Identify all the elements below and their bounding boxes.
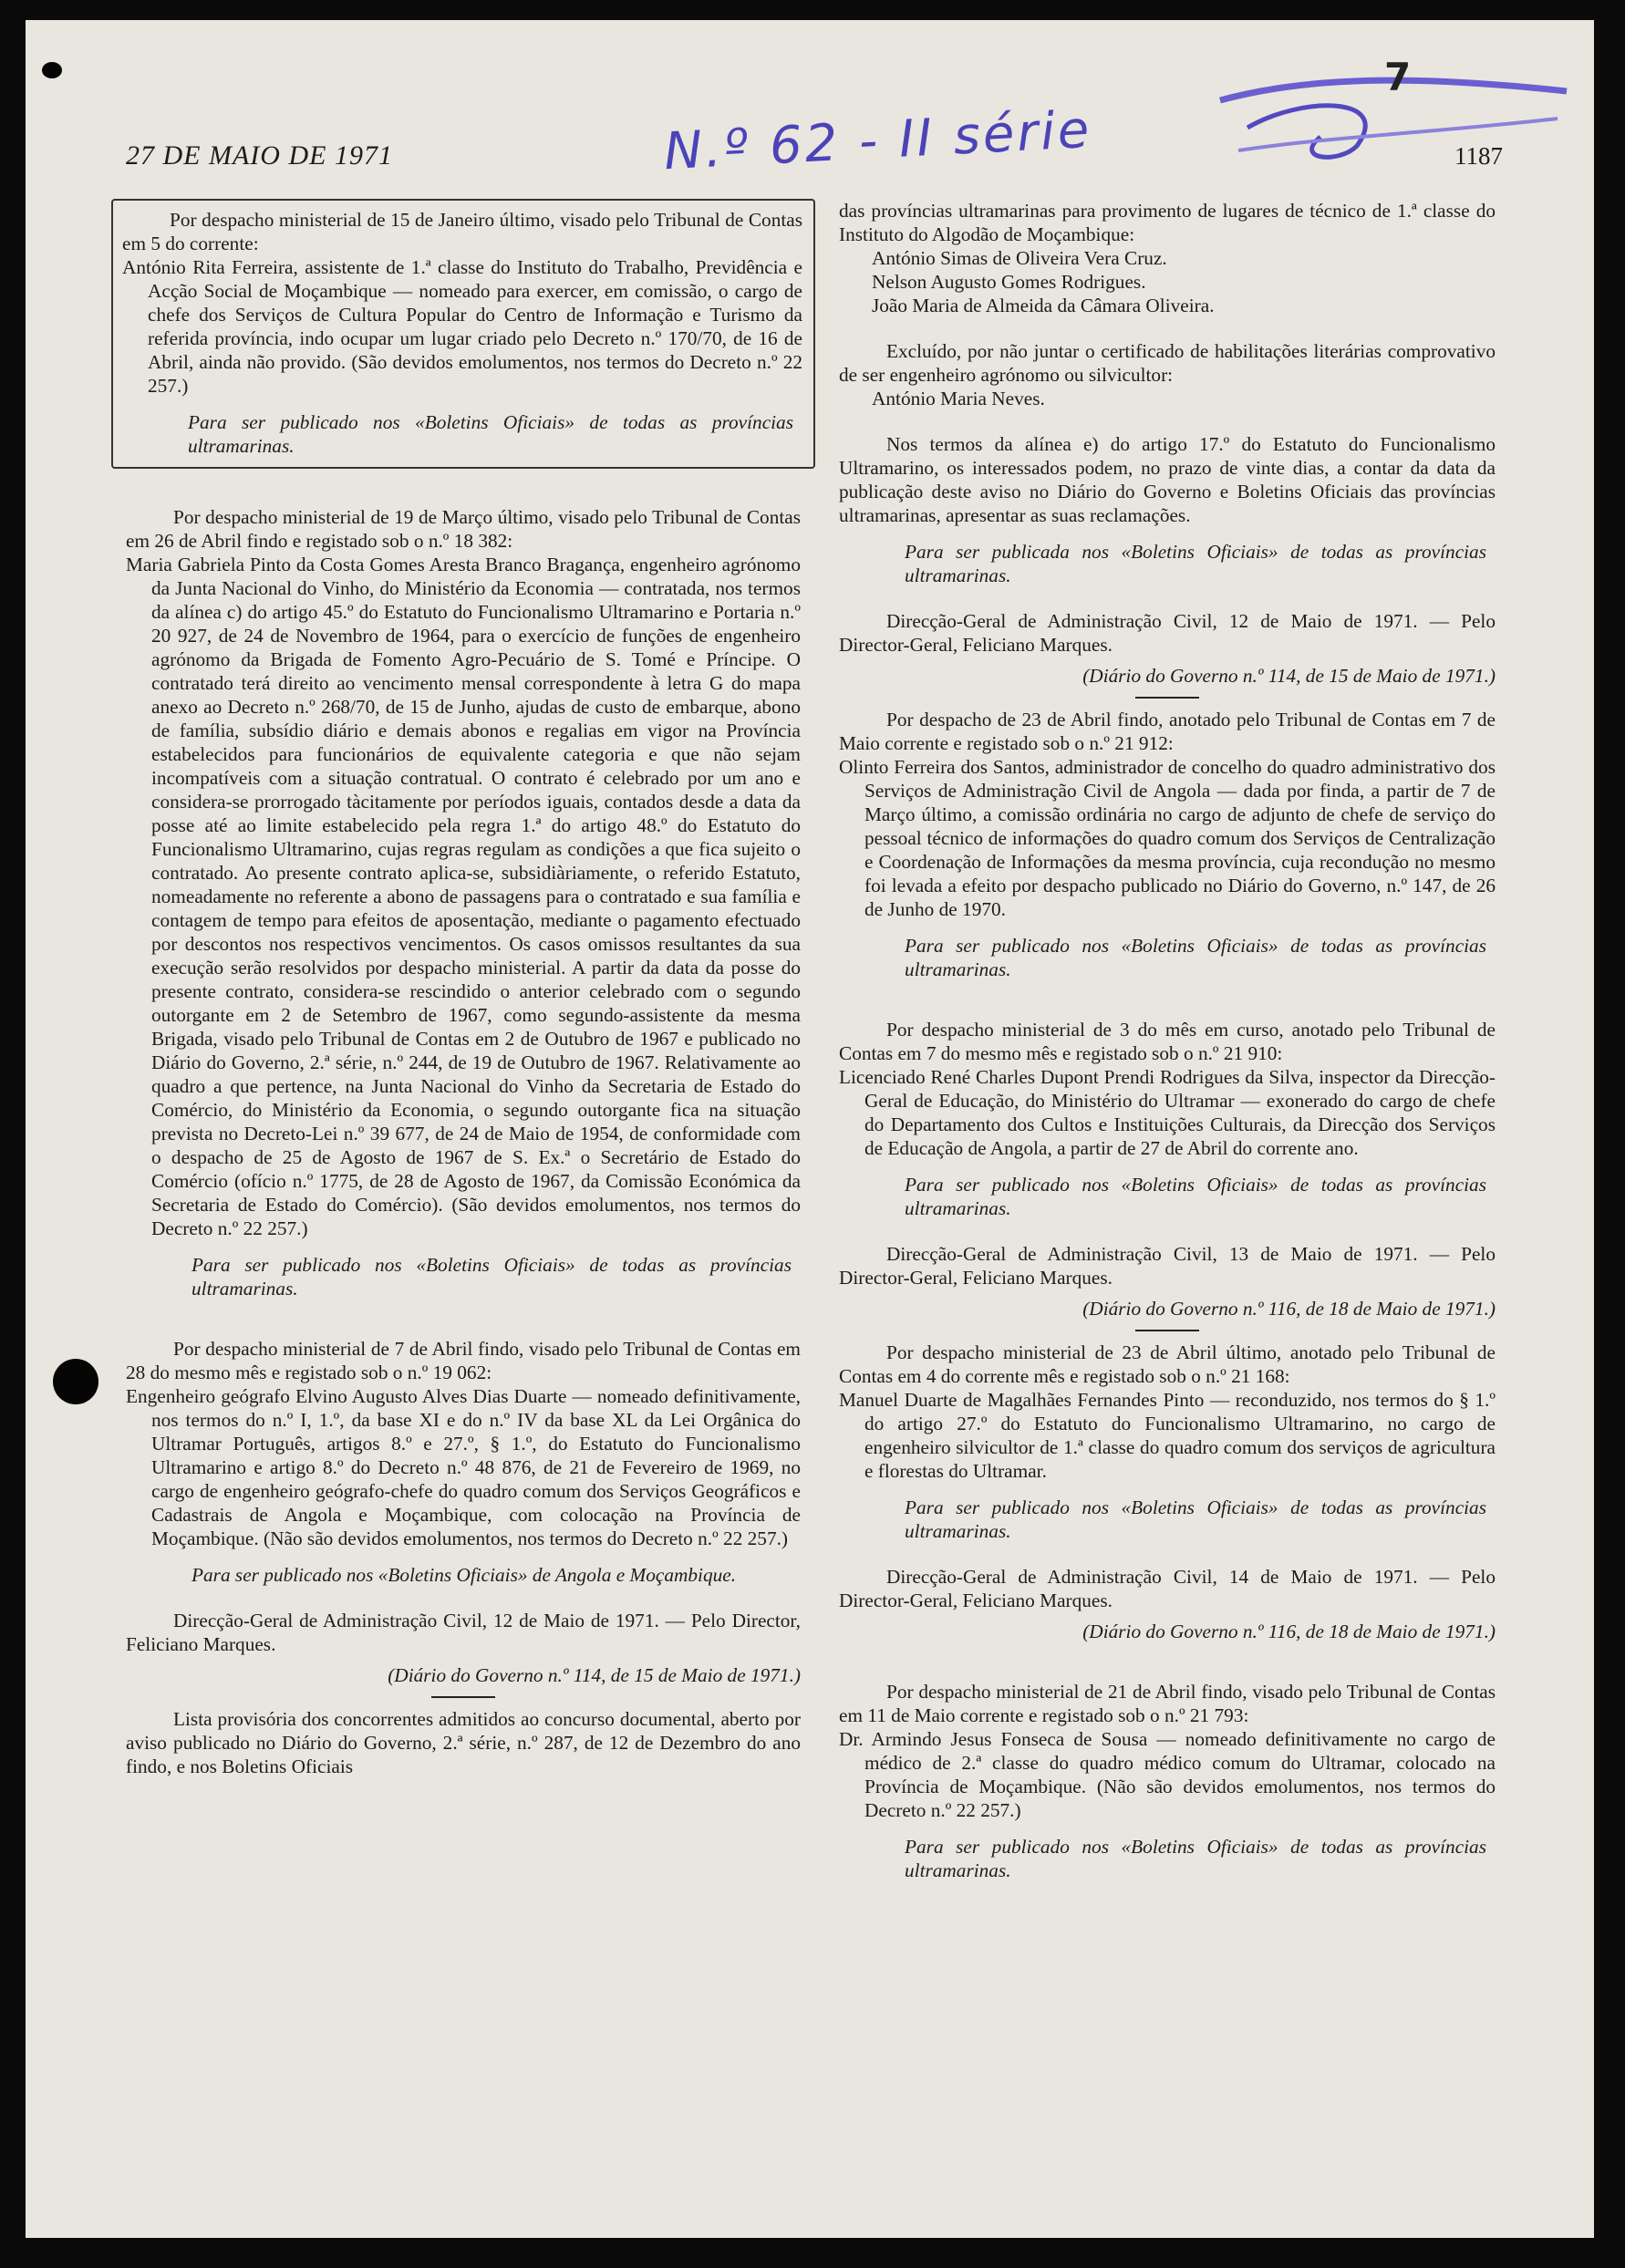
left-column xyxy=(122,199,802,1778)
paragraph-hang: Engenheiro geógrafo Elvino Augusto Alves Dias Duarte — nomeado definitivamente, nos termos do n.º I, 1.º, da base XI e do n.º IV da base XL da Lei Orgânica do Ultramar Português, artigos 8.º e 27.º, § 1.º, do Estatuto do Funcionalismo Ultramarino e artigo 8.º do Decreto n.º 48 876, de 21 de Fevereiro de 1969, no cargo de engenheiro geógrafo-chefe do quadro comum dos Serviços Geográficos e Cadastrais de Angola e Moçambique, com colocação na Província de Moçambique. (Não são devidos emolumentos, nos termos do Decreto n.º 22 257.) xyxy=(126,1385,801,1549)
section-rule xyxy=(431,1696,495,1698)
paragraph-ind: Por despacho ministerial de 15 de Janeiro último, visado pelo Tribunal de Contas em 5 do corrente: xyxy=(122,209,802,254)
paragraph-ind: Nos termos da alínea e) do artigo 17.º do Estatuto do Funcionalismo Ultramarino, os interessados podem, no prazo de vinte dias, a contar da data da publicação deste aviso no Diário do Governo e Boletins Oficiais das províncias ultramarinas, apresentar as suas reclamações. xyxy=(839,433,1496,526)
page-number: 1187 xyxy=(1454,142,1503,170)
paragraph-pub: Para ser publicado nos «Boletins Oficiais» de todas as províncias ultramarinas. xyxy=(188,411,793,457)
paragraph-ind: Por despacho de 23 de Abril findo, anotado pelo Tribunal de Contas em 7 de Maio corrente e registado sob o n.º 21 912: xyxy=(839,709,1496,754)
handwritten-issue-note: N.º 62 - II série xyxy=(662,99,1093,182)
paragraph-names: António Maria Neves. xyxy=(872,388,1045,409)
spacer xyxy=(126,1587,801,1609)
header-date: 27 DE MAIO DE 1971 xyxy=(126,140,393,171)
spacer xyxy=(839,410,1496,432)
paragraph-src: (Diário do Governo n.º 116, de 18 de Maio de 1971.) xyxy=(1082,1621,1496,1642)
paragraph-ind: Por despacho ministerial de 19 de Março último, visado pelo Tribunal de Contas em 26 de Abril findo e registado sob o n.º 18 382: xyxy=(126,506,801,552)
section-rule xyxy=(1135,1330,1199,1331)
paragraph-plain: das províncias ultramarinas para provimento de lugares de técnico de 1.ª classe do Instituto do Algodão de Moçambique: xyxy=(839,200,1496,245)
paragraph-hang: Licenciado René Charles Dupont Prendi Rodrigues da Silva, inspector da Direcção-Geral de Educação, do Ministério do Ultramar — exonerado do cargo de chefe do Departamento dos Cultos e Instituições Culturais, da Direcção dos Serviços de Educação de Angola, a partir de 27 de Abril do corrente ano. xyxy=(839,1066,1496,1159)
paragraph-hang: António Rita Ferreira, assistente de 1.ª classe do Instituto do Trabalho, Previdência e Acção Social de Moçambique — nomeado para exercer, em comissão, o cargo de chefe dos Serviços de Cultura Popular do Centro de Informação e Turismo da referida província, indo ocupar um lugar criado pelo Decreto n.º 170/70, de 16 de Abril, ainda não provido. (São devidos emolumentos, nos termos do Decreto n.º 22 257.) xyxy=(122,256,802,397)
paragraph-hang: Manuel Duarte de Magalhães Fernandes Pinto — reconduzido, nos termos do § 1.º do artigo 27.º do Estatuto do Funcionalismo Ultramarino, no cargo de engenheiro silvicultor de 1.ª classe do quadro comum dos serviços de agricultura e florestas do Ultramar. xyxy=(839,1389,1496,1482)
paragraph-sig: Direcção-Geral de Administração Civil, 12 de Maio de 1971. — Pelo Director-Geral, Feliciano Marques. xyxy=(839,610,1496,656)
paragraph-sig: Direcção-Geral de Administração Civil, 12 de Maio de 1971. — Pelo Director, Feliciano Marques. xyxy=(126,1610,801,1655)
spacer xyxy=(126,469,801,505)
document-page xyxy=(26,20,1594,2238)
paragraph-ind: Por despacho ministerial de 21 de Abril findo, visado pelo Tribunal de Contas em 11 de Maio corrente e registado sob o n.º 21 793: xyxy=(839,1681,1496,1726)
spacer xyxy=(126,1300,801,1337)
section-rule xyxy=(1135,697,1199,699)
paragraph-pub: Para ser publicada nos «Boletins Oficiais» de todas as províncias ultramarinas. xyxy=(905,541,1486,586)
paragraph-names: António Simas de Oliveira Vera Cruz. xyxy=(872,247,1167,269)
binder-hole-top xyxy=(42,62,62,78)
paragraph-names: Nelson Augusto Gomes Rodrigues. xyxy=(872,271,1146,293)
paragraph-hang: Olinto Ferreira dos Santos, administrador de concelho do quadro administrativo dos Serviços de Administração Civil de Angola — dada por finda, a partir de 7 de Março último, a comissão ordinária no cargo de adjunto de chefe de serviço do pessoal técnico de informações do quadro comum dos Serviços de Centralização e Coordenação de Informações da mesma província, cuja recondução no mesmo foi levada a efeito por despacho publicado no Diário do Governo, n.º 147, de 26 de Junho de 1970. xyxy=(839,756,1496,920)
paragraph-ind: Excluído, por não juntar o certificado de habilitações literárias comprovativo de ser engenheiro agrónomo ou silvicultor: xyxy=(839,340,1496,386)
paragraph-ind: Por despacho ministerial de 7 de Abril findo, visado pelo Tribunal de Contas em 28 do mesmo mês e registado sob o n.º 19 062: xyxy=(126,1338,801,1383)
binder-hole-bottom xyxy=(53,1359,98,1404)
paragraph-src: (Diário do Governo n.º 116, de 18 de Maio de 1971.) xyxy=(1082,1298,1496,1320)
paragraph-pub: Para ser publicado nos «Boletins Oficiais» de Angola e Moçambique. xyxy=(191,1564,737,1586)
paragraph-ind: Por despacho ministerial de 3 do mês em curso, anotado pelo Tribunal de Contas em 7 do mesmo mês e registado sob o n.º 21 910: xyxy=(839,1019,1496,1064)
spacer xyxy=(839,981,1496,1018)
paragraph-ind: Lista provisória dos concorrentes admitidos ao concurso documental, aberto por aviso publicado no Diário do Governo, 2.ª série, n.º 287, de 12 de Dezembro do ano findo, e nos Boletins Oficiais xyxy=(126,1708,801,1777)
spacer xyxy=(839,587,1496,609)
paragraph-pub: Para ser publicado nos «Boletins Oficiais» de todas as províncias ultramarinas. xyxy=(191,1254,792,1300)
spacer xyxy=(839,317,1496,339)
paragraph-pub: Para ser publicado nos «Boletins Oficiais» de todas as províncias ultramarinas. xyxy=(905,1496,1486,1542)
paragraph-names: João Maria de Almeida da Câmara Oliveira. xyxy=(872,295,1215,316)
spacer xyxy=(839,1543,1496,1565)
paragraph-pub: Para ser publicado nos «Boletins Oficiais» de todas as províncias ultramarinas. xyxy=(905,1836,1486,1881)
paragraph-pub: Para ser publicado nos «Boletins Oficiais» de todas as províncias ultramarinas. xyxy=(905,935,1486,980)
paragraph-sig: Direcção-Geral de Administração Civil, 14 de Maio de 1971. — Pelo Director-Geral, Feliciano Marques. xyxy=(839,1566,1496,1611)
page-header xyxy=(126,129,1503,193)
paragraph-sig: Direcção-Geral de Administração Civil, 13 de Maio de 1971. — Pelo Director-Geral, Feliciano Marques. xyxy=(839,1243,1496,1289)
spacer xyxy=(839,1220,1496,1242)
paragraph-pub: Para ser publicado nos «Boletins Oficiais» de todas as províncias ultramarinas. xyxy=(905,1174,1486,1219)
paragraph-ind: Por despacho ministerial de 23 de Abril último, anotado pelo Tribunal de Contas em 4 do corrente mês e registado sob o n.º 21 168: xyxy=(839,1341,1496,1387)
corner-mark: 7 xyxy=(1384,55,1412,99)
boxed-entry xyxy=(111,199,815,469)
paragraph-hang: Maria Gabriela Pinto da Costa Gomes Aresta Branco Bragança, engenheiro agrónomo da Junta Nacional do Vinho, do Ministério da Economia — contratada, nos termos da alínea c) do artigo 45.º do Estatuto do Funcionalismo Ultramarino e Portaria n.º 20 927, de 24 de Novembro de 1964, para o exercício de funções de engenheiro agrónomo da Brigada de Fomento Agro-Pecuário de S. Tomé e Príncipe. O contratado terá direito ao vencimento mensal correspondente à letra G do mapa anexo ao Decreto n.º 268/70, de 15 de Junho, ajudas de custo de embarque, abono de família, subsídio diário e demais abonos e regalias em vigor na Província estabelecidos para funcionários de equivalente categoria e que não sejam incompatíveis com a situação contratual. O contrato é celebrado por um ano e considera-se prorrogado tàcitamente por períodos iguais, contados desde a data da posse até ao limite estabelecido pela regra 1.ª do artigo 48.º do Estatuto do Funcionalismo Ultramarino, cujas regras regulam as condições a que fica sujeito o contratado. Ao presente contrato aplica-se, subsidiàriamente, o referido Estatuto, nomeadamente no referente a abono de passagens para o contratado e sua família e contagem de tempo para efeitos de aposentação, mediante o pagamento efectuado por descontos nos respectivos vencimentos. Os casos omissos resultantes da sua execução serão resolvidos por despacho ministerial. A partir da data da posse do presente contrato, considera-se rescindido o anterior celebrado com o segundo outorgante em 2 de Setembro de 1967, como segundo-assistente da mesma Brigada, visado pelo Tribunal de Contas em 2 de Outubro de 1967 e publicado no Diário do Governo, 2.ª série, n.º 244, de 19 de Outubro de 1967. Relativamente ao quadro a que pertence, na Junta Nacional do Vinho da Secretaria de Estado do Comércio, do Ministério da Economia, o segundo outorgante fica na situação prevista no Decreto-Lei n.º 39 677, de 24 de Maio de 1954, de conformidade com o despacho de 25 de Agosto de 1967 de S. Ex.ª o Secretário de Estado do Comércio (ofício n.º 1775, de 28 de Agosto de 1967, da Comissão Económica da Secretaria de Estado do Comércio). (São devidos emolumentos, nos termos do Decreto n.º 22 257.) xyxy=(126,554,801,1239)
right-column xyxy=(839,199,1496,1882)
paragraph-src: (Diário do Governo n.º 114, de 15 de Maio de 1971.) xyxy=(1082,665,1496,687)
paragraph-hang: Dr. Armindo Jesus Fonseca de Sousa — nomeado definitivamente no cargo de médico de 2.ª classe do quadro médico comum do Ultramar, colocado na Província de Moçambique. (Não são devidos emolumentos, nos termos do Decreto n.º 22 257.) xyxy=(839,1728,1496,1821)
paragraph-src: (Diário do Governo n.º 114, de 15 de Maio de 1971.) xyxy=(388,1664,801,1686)
spacer xyxy=(839,1643,1496,1680)
